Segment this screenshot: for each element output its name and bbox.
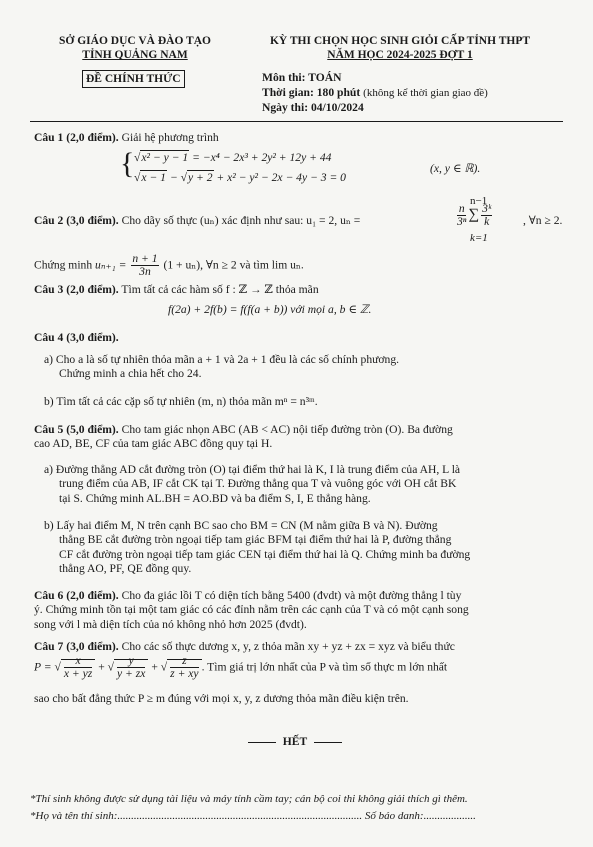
time-note: (không kể thời gian giao đề): [363, 87, 488, 99]
sum-upper-limit: n−1: [470, 195, 488, 207]
recurrence-lhs: uₙ₊₁ =: [95, 258, 127, 272]
question-6-line3: song với l mà diện tích của nó không nhỏ hơn 2025 (đvdt).: [34, 617, 307, 631]
end-line-left: [248, 742, 276, 743]
exam-title: KỲ THI CHỌN HỌC SINH GIỎI CẤP TỈNH THPT: [269, 35, 531, 47]
equation-2: √x − 1 − √y + 2 + x² − y² − 2x − 4y − 3 = 0: [134, 171, 346, 184]
candidate-id-dots: ...................: [423, 810, 476, 822]
question-5-intro1: Cho tam giác nhọn ABC (AB < AC) nội tiếp đường tròn (O). Ba đường: [121, 423, 453, 436]
candidate-name-dots: .........................................................................................: [117, 810, 363, 822]
question-5-intro2: cao AD, BE, CF của tam giác ABC đồng quy tại H.: [34, 437, 273, 451]
question-6-line2: ý. Chứng minh tồn tại một tam giác có các đỉnh nằm trên các cạnh của T và có một cạnh song: [34, 603, 469, 617]
footer-note: *Thí sinh không được sử dụng tài liệu và máy tính cầm tay; cán bộ coi thi không giải thích gì thêm.: [30, 793, 468, 805]
question-5-label: Câu 5 (5,0 điểm).: [34, 423, 119, 436]
province-name: TỈNH QUẢNG NAM: [82, 49, 188, 62]
question-3-label: Câu 3 (2,0 điểm).: [34, 283, 119, 296]
question-3-text: Tìm tất cả các hàm số f : ℤ → ℤ thỏa mãn: [121, 283, 319, 296]
header-left: [50, 34, 220, 63]
question-2-label: Câu 2 (3,0 điểm).: [34, 214, 119, 227]
question-1-text: Giải hệ phương trình: [121, 131, 219, 144]
question-2-tail: , ∀n ≥ 2.: [523, 214, 563, 227]
question-5a-line1: a) Đường thẳng AD cắt đường tròn (O) tại điểm thứ hai là K, I là trung điểm của AH, L là: [44, 463, 461, 476]
question-1-label: Câu 1 (2,0 điểm).: [34, 131, 119, 144]
system-brace: {: [120, 147, 135, 180]
question-1-domain: (x, y ∈ ℝ).: [430, 162, 481, 175]
candidate-name-label: *Họ và tên thí sinh:: [30, 810, 118, 822]
time-line: [262, 86, 488, 101]
exam-date: Ngày thi: 04/10/2024: [262, 101, 364, 114]
question-5b-line4: thẳng AO, PF, QE đồng quy.: [59, 562, 192, 576]
question-4a-line2: Chứng minh a chia hết cho 24.: [59, 367, 202, 381]
question-6-line1: Cho đa giác lồi T có diện tích bằng 5400 (đvdt) và một đường thẳng l tùy: [121, 589, 462, 602]
department-name: SỞ GIÁO DỤC VÀ ĐÀO TẠO: [59, 35, 211, 47]
time-duration: Thời gian: 180 phút: [262, 86, 361, 99]
question-4-label: Câu 4 (3,0 điểm).: [34, 331, 119, 344]
sum-lower-limit: k=1: [470, 232, 488, 244]
question-7-line3: sao cho bất đẳng thức P ≥ m đúng với mọi x, y, z dương thỏa mãn điều kiện trên.: [34, 692, 409, 705]
sequence-formula: $\frac{n}{\text{3ⁿ}}$ ∑ $\frac{\text{3ᵏ}}{k}$: [457, 202, 492, 229]
question-4a-line1: a) Cho a là số tự nhiên thỏa mãn a + 1 và 2a + 1 đều là các số chính phương.: [44, 353, 400, 366]
question-3: [34, 283, 319, 297]
question-2-text: Cho dãy số thực (uₙ) xác định như sau: u₁ = 2, uₙ =: [121, 214, 361, 227]
question-2-prove-tail: (1 + uₙ), ∀n ≥ 2 và tìm lim uₙ.: [163, 258, 304, 272]
question-6-label: Câu 6 (2,0 điểm).: [34, 589, 119, 602]
equation-1: √x² − y − 1 = −x⁴ − 2x³ + 2y² + 12y + 44: [134, 151, 332, 164]
subject: Môn thi: TOÁN: [262, 71, 342, 84]
question-7-label: Câu 7 (3,0 điểm).: [34, 640, 119, 653]
question-2-prove-label: Chứng minh: [34, 258, 93, 272]
school-year: NĂM HỌC 2024-2025 ĐỢT 1: [327, 49, 473, 62]
question-5b: [44, 519, 564, 577]
official-badge: ĐỀ CHÍNH THỨC: [82, 70, 185, 88]
question-4a: [44, 353, 399, 382]
end-marker: [240, 735, 350, 749]
header-right: [245, 34, 555, 63]
functional-equation: f(2a) + 2f(b) = f(f(a + b)) với mọi a, b ∈ ℤ.: [168, 303, 372, 316]
end-text: HẾT: [282, 735, 308, 748]
question-6: [34, 589, 564, 632]
question-7-line1: Cho các số thực dương x, y, z thỏa mãn xy + yz + zx = xyz và biểu thức: [121, 640, 455, 653]
question-7: [34, 640, 564, 654]
question-2: [34, 214, 360, 228]
question-2-prove: [34, 253, 304, 278]
header-divider: [30, 121, 563, 122]
candidate-id-label: Số báo danh:: [364, 810, 424, 822]
question-5a-line2: trung điểm của AB, IF cắt CK tại T. Đường thẳng qua T và vuông góc với OH cắt BK: [59, 477, 457, 491]
question-5b-line3: CF cắt đường tròn ngoại tiếp tam giác CEN tại điểm thứ hai là Q. Chứng minh ba đường: [59, 547, 471, 561]
question-4b: b) Tìm tất cả các cặp số tự nhiên (m, n) thỏa mãn mⁿ = n³ᵐ.: [44, 395, 318, 408]
question-5b-line2: thẳng BE cắt đường tròn ngoại tiếp tam giác BFM tại điểm thứ hai là P, đường thẳng: [59, 533, 452, 547]
end-line-right: [314, 742, 342, 743]
question-5a-line3: tại S. Chứng minh AL.BH = AO.BD và ba điểm S, I, E thẳng hàng.: [59, 491, 371, 505]
question-1: [34, 131, 219, 145]
question-7-line2-tail: . Tìm giá trị lớn nhất của P và tìm số thực m lớn nhất: [201, 660, 448, 674]
question-5: [34, 423, 549, 452]
question-5a: [44, 463, 564, 506]
question-5b-line1: b) Lấy hai điểm M, N trên cạnh BC sao cho BM = CN (M nằm giữa B và N). Đường: [44, 519, 438, 532]
footer-candidate-line: [30, 810, 476, 824]
recurrence-fraction: $\frac{n + 1}{3n}$: [132, 252, 158, 279]
expression-p: P = √ $\frac{x}{x + yz}$ + √ $\frac{y}{y + zx}$ + √ $\frac{z}{z + xy}$ . Tìm giá trị lớn nhất của P và tìm số thực m lớn nhất: [34, 654, 448, 681]
